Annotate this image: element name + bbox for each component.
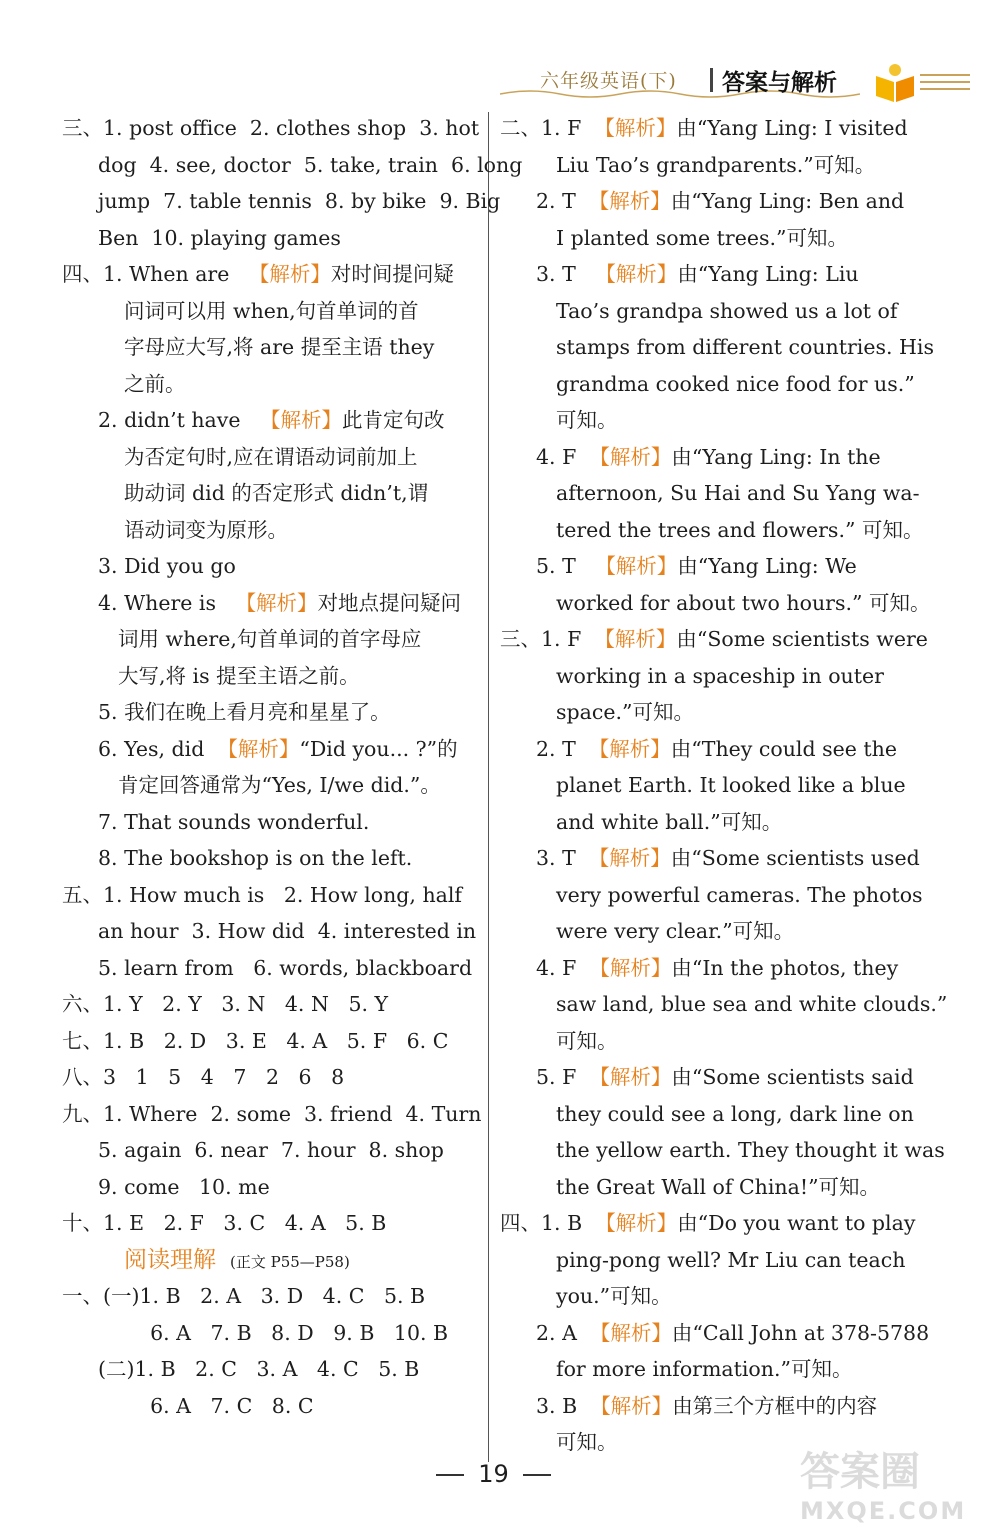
left-line [62,1023,474,1060]
answer-text: 可知。 [556,408,618,432]
right-line [500,1351,902,1388]
analysis-tag: 【解析】 [594,116,677,140]
analysis-tag: 【解析】 [589,444,672,469]
reading-section-title: 阅读理解 [124,1246,216,1273]
dash-left [436,1474,464,1476]
right-line [500,694,902,731]
analysis-tag: 【解析】 [590,1393,673,1418]
right-line [500,1023,902,1060]
column-divider [488,112,489,1462]
answer-text: 由“Call John at 378-5788 [671,1320,930,1345]
right-line [500,329,934,366]
right-line [500,840,920,877]
left-line [62,621,474,658]
right-line [500,293,902,330]
right-line [500,183,905,220]
left-line [62,840,474,877]
left-line [62,512,474,549]
left-column [62,110,523,1424]
answer-text: space.”可知。 [556,700,694,724]
answer-text: 六、1. Y 2. Y 3. N 4. N 5. Y [62,992,389,1016]
left-line [62,220,474,257]
left-line [62,1169,474,1206]
answer-text: 3. T [536,846,589,870]
left-line [62,256,474,293]
right-line [500,1278,902,1315]
answer-text: 由“Yang Ling: Ben and [670,189,905,213]
right-line [500,804,902,841]
answer-text: 4. F [536,955,590,980]
right-line [500,366,915,403]
right-line [500,1388,902,1425]
answer-text: 2. A [536,1320,590,1345]
answer-text: 6. Yes, did [98,736,218,761]
answer-text: (二)1. B 2. C 3. A 4. C 5. B [98,1357,420,1381]
left-line [62,1059,474,1096]
right-line [500,913,902,950]
answer-text: 由第三个方框中的内容 [672,1393,878,1418]
answer-text: 五、1. How much is 2. How long, half [62,882,463,907]
right-line [500,439,902,476]
answer-text: 5. learn from 6. words, blackboard [98,955,473,980]
answer-text: 一、(一)1. B 2. A 3. D 4. C 5. B [62,1284,426,1308]
right-line [500,512,924,549]
answer-text: were very clear.”可知。 [556,919,795,943]
answer-text: 2. T [536,189,589,213]
answer-text: 由“Yang Ling: I visited [676,116,908,140]
answer-text: they could see a long, dark line on [556,1101,914,1126]
answer-text: 四、1. When are [62,262,249,286]
left-line [62,183,501,220]
answer-text: afternoon, Su Hai and Su Yang wa- [556,481,920,505]
analysis-tag: 【解析】 [594,627,677,651]
page-header [500,60,980,110]
left-line [62,1205,474,1242]
analysis-tag: 【解析】 [595,262,678,286]
answer-text: ping-pong well? Mr Liu can teach [556,1247,906,1272]
analysis-tag: 【解析】 [235,590,318,615]
right-line [500,767,906,804]
left-line [62,1132,474,1169]
analysis-tag: 【解析】 [260,408,343,432]
watermark-logo [800,1440,980,1530]
answer-text: 四、1. B [500,1211,596,1235]
right-line [500,1059,914,1096]
answer-text: 9. come 10. me [98,1174,270,1199]
answer-text: 肯定回答通常为“Yes, I/we did.”。 [118,773,441,797]
answer-text: the Great Wall of China!”可知。 [556,1174,881,1199]
left-line [62,475,474,512]
left-line [62,1388,474,1425]
right-line [500,621,928,658]
answer-text: “Did you... ?”的 [299,736,458,761]
answer-text: 7. That sounds wonderful. [98,809,370,834]
right-line [500,475,920,512]
page-number-text: 19 [478,1460,509,1488]
left-line [62,1351,474,1388]
answer-text: 九、1. Where 2. some 3. friend 4. Turn [62,1101,482,1126]
book-icon [872,60,918,106]
answer-text: 十、1. E 2. F 3. C 4. A 5. B [62,1211,387,1235]
left-line [62,548,474,585]
answer-text: Tao’s grandpa showed us a lot of [556,298,898,323]
answer-text: 对地点提问疑问 [317,590,462,615]
answer-text: stamps from different countries. His [556,335,934,359]
answer-text: 八、3 1 5 4 7 2 6 8 [62,1065,345,1089]
answer-text: 字母应大写,将 are 提至主语 they [124,335,435,359]
answer-text: 问词可以用 when,句首单词的首 [124,298,419,323]
left-line [62,694,474,731]
answer-text: 大写,将 is 提至主语之前。 [118,663,360,688]
answer-text: the yellow earth. They thought it was [556,1138,945,1162]
right-line [500,110,908,147]
left-line [62,804,474,841]
answer-text: 6. A 7. C 8. C [124,1393,314,1418]
analysis-tag: 【解析】 [588,846,671,870]
right-line [500,1132,945,1169]
analysis-tag: 【解析】 [589,1320,672,1345]
answer-text: 由“Some scientists were [676,627,928,651]
answer-text: tered the trees and flowers.” 可知。 [556,517,924,542]
header-lines [920,74,970,95]
right-line [500,1096,914,1133]
answer-text: 由“Some scientists used [670,846,920,870]
answer-text: grandma cooked nice food for us.” [556,371,915,396]
answer-text: 3. T [536,262,596,286]
left-line [62,731,474,768]
answer-text: Ben 10. playing games [98,225,341,250]
answer-text: 由“Yang Ling: We [677,554,857,578]
right-line [500,1169,902,1206]
left-line [62,950,474,987]
right-line [500,220,902,257]
answer-text: 2. T [536,736,589,761]
right-line [500,1205,916,1242]
left-line [62,439,474,476]
analysis-tag: 【解析】 [589,1065,672,1089]
answer-text: an hour 3. How did 4. interested in [98,919,477,943]
watermark-url: MXQE.COM [800,1497,967,1525]
right-column [500,110,948,1461]
right-line [500,1242,906,1279]
answer-text: 七、1. B 2. D 3. E 4. A 5. F 6. C [62,1028,449,1053]
left-line [62,1096,482,1133]
left-line [62,913,477,950]
answer-text: 由“They could see the [670,736,897,761]
right-line [500,877,923,914]
answer-text: and white ball.”可知。 [556,809,783,834]
answer-text: you.”可知。 [556,1284,672,1308]
answer-text: 3. B [536,1393,591,1418]
answer-text: 3. Did you go [98,554,236,578]
answer-text: 对时间提问疑 [330,262,454,286]
answer-text: 6. A 7. B 8. D 9. B 10. B [124,1320,449,1345]
answer-text: 4. Where is [98,590,236,615]
left-line [62,877,474,914]
analysis-tag: 【解析】 [589,955,672,980]
answer-text: dog 4. see, doctor 5. take, train 6. long [98,152,523,177]
book-title: 六年级英语(下) [540,70,677,92]
watermark-text: 答案圈 [800,1449,920,1495]
reading-section-pages: (正文 P55—P58) [230,1252,350,1271]
answer-text: very powerful cameras. The photos [556,882,923,907]
answer-text: 2. didn’t have [98,408,261,432]
answer-text: 由“Do you want to play [677,1211,916,1235]
analysis-tag: 【解析】 [217,736,300,761]
left-line [62,658,474,695]
analysis-tag: 【解析】 [595,554,678,578]
left-line [62,366,474,403]
answer-text: 语动词变为原形。 [124,517,288,542]
right-line [500,147,902,184]
answer-text: 由“Yang Ling: Liu [677,262,859,286]
analysis-tag: 【解析】 [248,262,331,286]
answer-text: 由“In the photos, they [671,955,899,980]
left-line [62,402,474,439]
analysis-tag: 【解析】 [595,1211,678,1235]
left-line [62,767,474,804]
answer-text: 助动词 did 的否定形式 didn’t,谓 [124,481,429,505]
answer-text: 词用 where,句首单词的首字母应 [118,627,422,651]
analysis-tag: 【解析】 [588,189,671,213]
right-line [500,986,948,1023]
right-line [500,585,931,622]
answer-text: 三、1. F [500,627,595,651]
dash-right [523,1474,551,1476]
left-line [62,986,474,1023]
answer-text: 二、1. F [500,116,595,140]
answer-text: 由“Some scientists said [671,1065,914,1089]
answer-text: 三、1. post office 2. clothes shop 3. hot [62,116,480,140]
left-line [62,1315,474,1352]
right-line [500,731,902,768]
left-line [62,110,480,147]
answer-text: 可知。 [556,1430,618,1454]
answer-text: 之前。 [124,371,186,396]
answer-text: for more information.”可知。 [556,1357,853,1381]
answer-text: saw land, blue sea and white clouds.” [556,992,948,1016]
answer-text: 5. again 6. near 7. hour 8. shop [98,1138,444,1162]
answer-text: 为否定句时,应在谓语动词前加上 [124,444,418,469]
analysis-tag: 【解析】 [588,736,671,761]
header-divider [710,68,713,92]
left-line [62,329,474,366]
right-line [500,950,902,987]
left-line [62,293,474,330]
answer-text: planet Earth. It looked like a blue [556,773,906,797]
right-line [500,402,902,439]
answer-text: I planted some trees.”可知。 [556,225,848,250]
answer-text: 5. F [536,1065,590,1089]
right-line [500,1315,930,1352]
answer-text: Liu Tao’s grandparents.”可知。 [556,152,876,177]
left-line [62,585,474,622]
answer-text: 4. F [536,444,590,469]
left-line [62,1278,474,1315]
left-line [62,147,523,184]
right-line [500,256,902,293]
answer-text: 可知。 [556,1028,618,1053]
answer-text: 此肯定句改 [342,408,445,432]
answer-text: 5. T [536,554,596,578]
answer-text: jump 7. table tennis 8. by bike 9. Big [98,189,501,213]
answer-text: 5. 我们在晚上看月亮和星星了。 [98,700,391,724]
answer-text: 8. The bookshop is on the left. [98,846,413,870]
right-line [500,658,902,695]
section-title: 答案与解析 [722,70,837,96]
right-line [500,548,902,585]
answer-text: 由“Yang Ling: In the [671,444,881,469]
answer-text: worked for about two hours.” 可知。 [556,590,931,615]
answer-text: working in a spaceship in outer [556,663,884,688]
left-line [62,1242,474,1279]
